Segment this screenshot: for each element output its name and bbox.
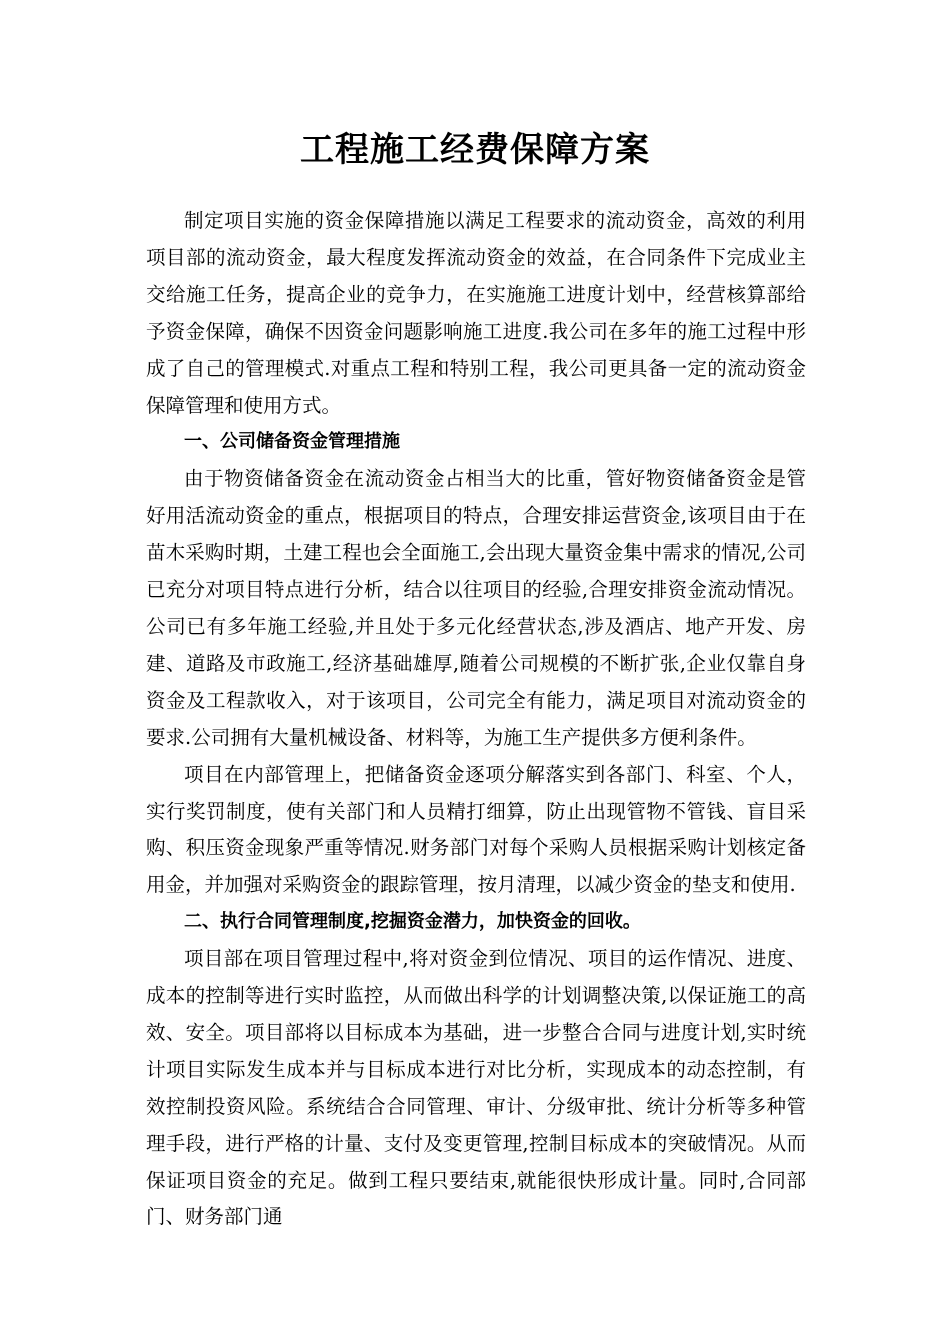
section-2-heading: 二、执行合同管理制度,挖掘资金潜力，加快资金的回收。	[184, 911, 641, 933]
section-2-paragraph-1: 项目部在项目管理过程中,将对资金到位情况、项目的运作情况、进度、成本的控制等进行实时监控，从而做出科学的计划调整决策,以保证施工的高效、安全。项目部将以目标成本为基础，进一步整合合同与进度计划,实时统计项目实际发生成本并与目标成本进行对比分析，实现成本的动态控制，有效控制投资风险。系统结合合同管理、审计、分级审批、统计分析等多种管理手段，进行严格的计量、支付及变更管理,控制目标成本的突破情况。从而保证项目资金的充足。做到工程只要结束,就能很快形成计量。同时,合同部门、财务部门通	[146, 947, 806, 1229]
document-body	[146, 203, 806, 1236]
section-1-paragraph-2: 项目在内部管理上，把储备资金逐项分解落实到各部门、科室、个人，实行奖罚制度，使有关部门和人员精打细算，防止出现管物不管钱、盲目采购、积压资金现象严重等情况.财务部门对每个采购人员根据采购计划核定备用金，并加强对采购资金的跟踪管理，按月清理，以减少资金的垫支和使用.	[146, 762, 806, 897]
section-1-paragraph-1: 由于物资储备资金在流动资金占相当大的比重，管好物资储备资金是管好用活流动资金的重点，根据项目的特点，合理安排运营资金,该项目由于在苗木采购时期，土建工程也会全面施工,会出现大量资金集中需求的情况,公司已充分对项目特点进行分析，结合以往项目的经验,合理安排资金流动情况。公司已有多年施工经验,并且处于多元化经营状态,涉及酒店、地产开发、房建、道路及市政施工,经济基础雄厚,随着公司规模的不断扩张,企业仅靠自身资金及工程款收入，对于该项目，公司完全有能力，满足项目对流动资金的要求.公司拥有大量机械设备、材料等，为施工生产提供多方便利条件。	[146, 467, 806, 749]
document-title: 工程施工经费保障方案	[300, 130, 650, 170]
intro-paragraph: 制定项目实施的资金保障措施以满足工程要求的流动资金，高效的利用项目部的流动资金，最大程度发挥流动资金的效益，在合同条件下完成业主交给施工任务，提高企业的竞争力，在实施施工进度计划中，经营核算部给予资金保障，确保不因资金问题影响施工进度.我公司在多年的施工过程中形成了自己的管理模式.对重点工程和特别工程，我公司更具备一定的流动资金保障管理和使用方式。	[146, 209, 806, 417]
section-1-heading: 一、公司储备资金管理措施	[184, 431, 400, 453]
